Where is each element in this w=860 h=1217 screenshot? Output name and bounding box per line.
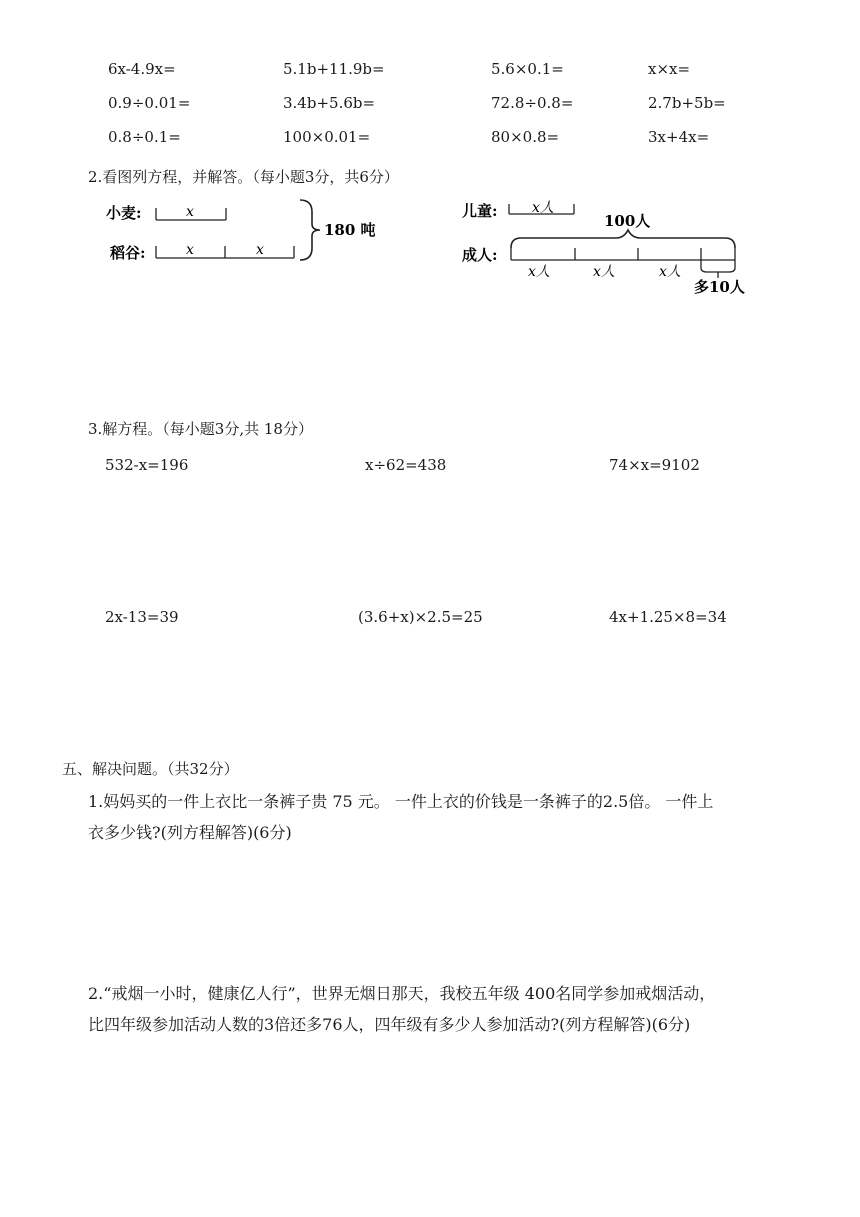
- extra-label: 多10人: [694, 278, 745, 296]
- equation: (3.6+x)×2.5=25: [358, 608, 483, 626]
- question-heading: 3.解方程。（每小题3分,共 18分）: [88, 420, 313, 438]
- problem-text: 2.“戒烟一小时，健康亿人行”，世界无烟日那天，我校五年级 400名同学参加戒烟活动，: [88, 984, 716, 1003]
- segment-x-label: x人: [593, 264, 615, 280]
- rice-label: 稻谷:: [110, 244, 146, 262]
- wheat-rice-diagram: [100, 192, 390, 272]
- segment-x-label: x人: [528, 264, 550, 280]
- segment-x-label: x: [256, 242, 264, 258]
- calc-item: 3.4b+5.6b=: [283, 94, 376, 112]
- brace-icon: [300, 200, 320, 260]
- total-label: 100人: [604, 212, 651, 230]
- equation: 532-x=196: [105, 456, 189, 474]
- calc-item: 5.6×0.1=: [491, 60, 564, 78]
- adults-label: 成人:: [462, 246, 498, 264]
- children-label: 儿童:: [462, 202, 498, 220]
- segment-x-label: x: [186, 242, 194, 258]
- segment-x-label: x人: [659, 264, 681, 280]
- calc-item: 0.9÷0.01=: [108, 94, 191, 112]
- wheat-label: 小麦:: [106, 204, 142, 222]
- calc-item: 80×0.8=: [491, 128, 560, 146]
- equation: 4x+1.25×8=34: [609, 608, 727, 626]
- question-heading: 2.看图列方程，并解答。（每小题3分，共6分）: [88, 168, 399, 186]
- children-adults-diagram: [458, 192, 758, 302]
- calc-item: x×x=: [648, 60, 691, 78]
- segment-x-label: x: [186, 204, 194, 220]
- calc-item: 72.8÷0.8=: [491, 94, 574, 112]
- problem-text: 衣多少钱?(列方程解答)(6分): [88, 823, 292, 842]
- calc-item: 3x+4x=: [648, 128, 710, 146]
- calc-item: 5.1b+11.9b=: [283, 60, 385, 78]
- calc-item: 2.7b+5b=: [648, 94, 726, 112]
- problem-text: 比四年级参加活动人数的3倍还多76人，四年级有多少人参加活动?(列方程解答)(6分): [88, 1015, 691, 1034]
- calc-item: 6x-4.9x=: [108, 60, 176, 78]
- problem-text: 1.妈妈买的一件上衣比一条裤子贵 75 元。 一件上衣的价钱是一条裤子的2.5倍。 一件上: [88, 792, 714, 811]
- equation: x÷62=438: [365, 456, 447, 474]
- segment-x-label: x人: [532, 200, 554, 216]
- bracket-icon: [701, 260, 735, 272]
- section-heading: 五、解决问题。（共32分）: [62, 760, 239, 778]
- equation: 74×x=9102: [609, 456, 700, 474]
- calc-item: 100×0.01=: [283, 128, 371, 146]
- equation: 2x-13=39: [105, 608, 179, 626]
- brace-icon: [511, 230, 735, 248]
- total-label: 180 吨: [324, 221, 376, 239]
- calc-item: 0.8÷0.1=: [108, 128, 181, 146]
